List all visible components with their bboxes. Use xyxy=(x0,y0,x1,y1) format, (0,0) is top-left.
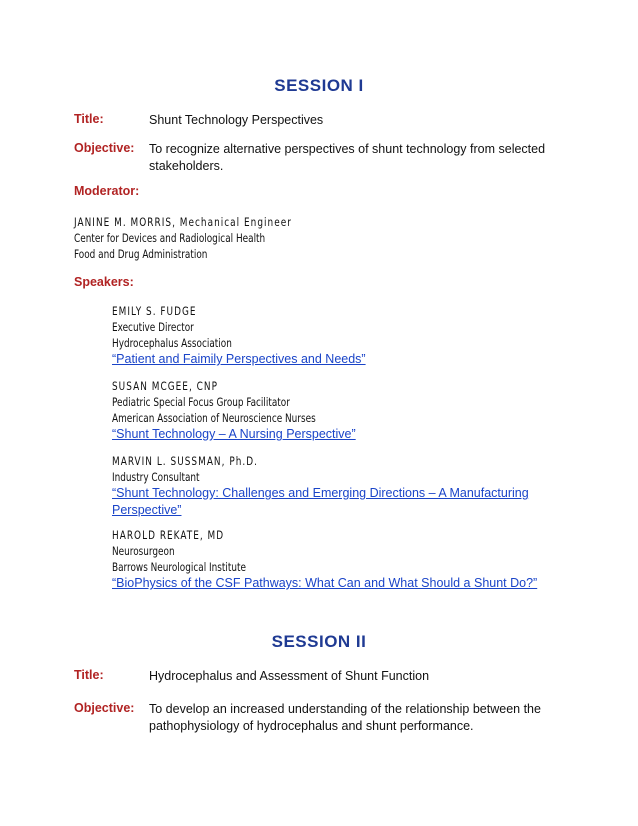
speaker-item xyxy=(112,378,552,443)
speaker-name: SUSAN MCGEE, CNP xyxy=(112,379,218,393)
speaker-name: EMILY S. FUDGE xyxy=(112,304,197,318)
objective-label: Objective: xyxy=(74,141,135,155)
speaker-org: Hydrocephalus Association xyxy=(112,336,232,350)
speaker-role: Industry Consultant xyxy=(112,470,200,484)
speaker-role: Neurosurgeon xyxy=(112,544,175,558)
session-2-title: Hydrocephalus and Assessment of Shunt Function xyxy=(149,669,430,683)
moderator-affiliation-2: Food and Drug Administration xyxy=(74,247,208,261)
title-label: Title: xyxy=(74,668,104,682)
talk-title-link[interactable]: “Shunt Technology: Challenges and Emerging Directions – A Manufacturing Perspective” xyxy=(112,486,529,517)
moderator-name: JANINE M. MORRIS, Mechanical Engineer xyxy=(74,215,292,229)
session-1-objective: To recognize alternative perspectives of shunt technology from selected stakeholders. xyxy=(149,142,546,173)
speaker-item xyxy=(112,453,552,519)
speaker-item xyxy=(112,303,552,368)
talk-title-link[interactable]: “BioPhysics of the CSF Pathways: What Can and What Should a Shunt Do?” xyxy=(112,576,538,590)
title-label: Title: xyxy=(74,112,104,126)
moderator-label: Moderator: xyxy=(74,184,140,198)
talk-title-link[interactable]: “Shunt Technology – A Nursing Perspective” xyxy=(112,427,356,441)
session-2-objective: To develop an increased understanding of the relationship between the pathophysiology of hydrocephalus and shunt performance. xyxy=(149,702,541,733)
objective-label: Objective: xyxy=(74,701,135,715)
session-1-title: Shunt Technology Perspectives xyxy=(149,113,324,127)
speaker-role: Executive Director xyxy=(112,320,194,334)
speaker-role: Pediatric Special Focus Group Facilitator xyxy=(112,395,290,409)
speakers-label: Speakers: xyxy=(74,275,134,289)
speaker-org: American Association of Neuroscience Nurses xyxy=(112,411,316,425)
moderator-block xyxy=(74,214,327,262)
moderator-affiliation-1: Center for Devices and Radiological Health xyxy=(74,231,266,245)
speaker-name: HAROLD REKATE, MD xyxy=(112,528,225,542)
speaker-name: MARVIN L. SUSSMAN, Ph.D. xyxy=(112,454,259,468)
speaker-item xyxy=(112,527,552,592)
session-1-heading: SESSION I xyxy=(274,76,364,95)
talk-title-link[interactable]: “Patient and Faimily Perspectives and Needs” xyxy=(112,352,366,366)
speaker-org: Barrows Neurological Institute xyxy=(112,560,246,574)
session-2-heading: SESSION II xyxy=(271,632,367,651)
